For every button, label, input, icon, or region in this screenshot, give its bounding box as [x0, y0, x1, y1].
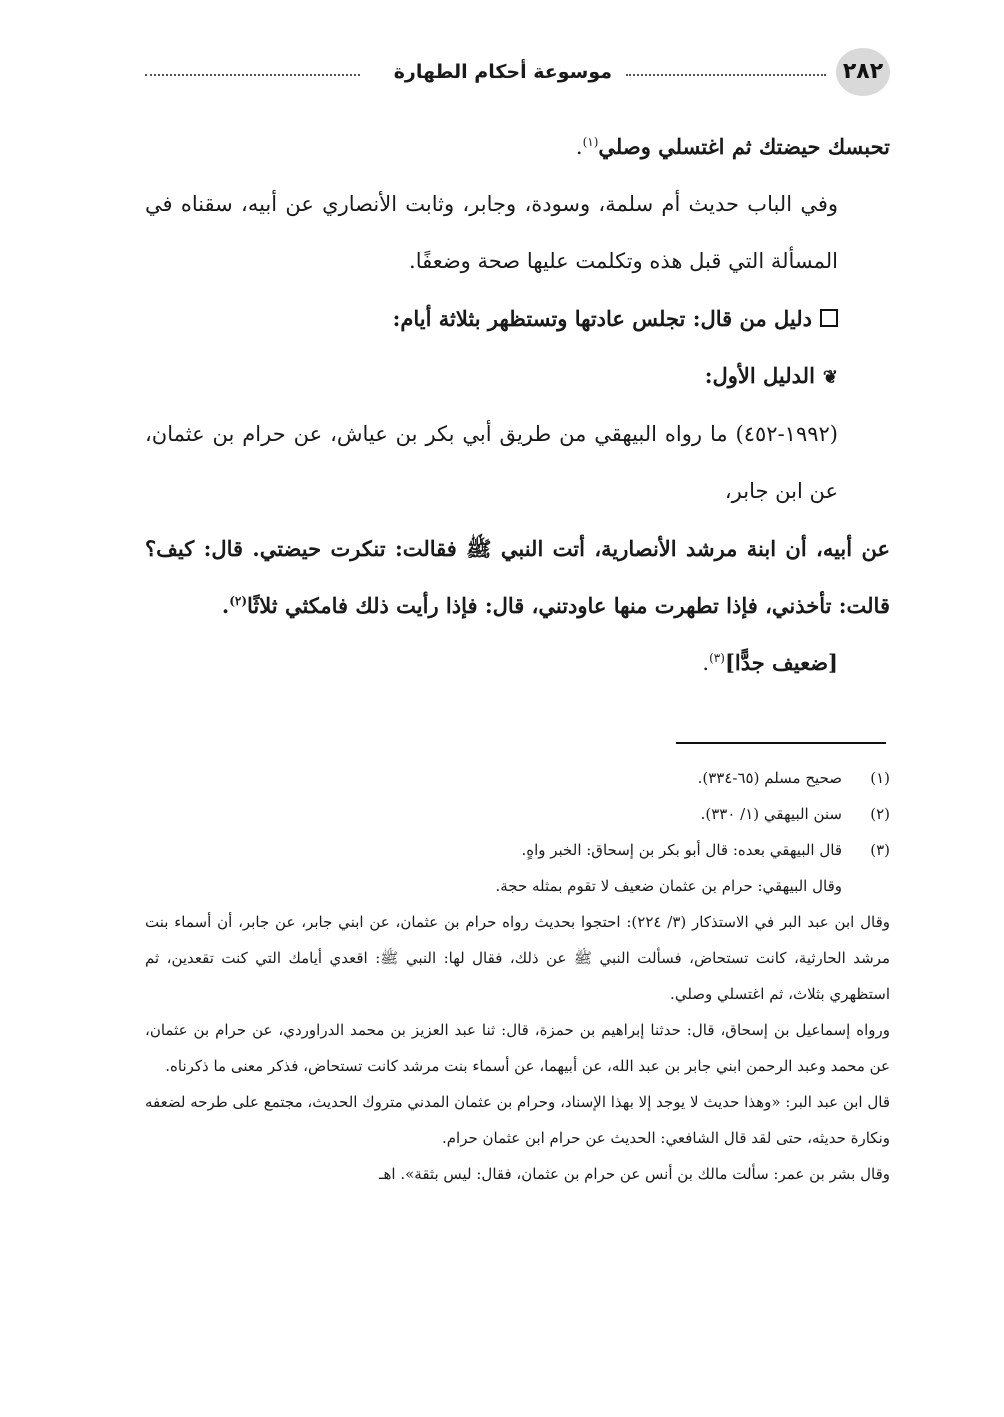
footnote-ref-1: (١)	[582, 135, 599, 149]
subsection-heading	[145, 347, 890, 406]
footnote-1	[145, 760, 890, 796]
leaf-ornament-icon: ❦	[822, 367, 838, 388]
footnote-number: (٣)	[870, 841, 890, 859]
main-text	[145, 118, 890, 692]
footnote-3-line-4: ورواه إسماعيل بن إسحاق، قال: حدثنا إبراهيم بن حمزة، قال: ثنا عبد العزيز بن محمد الدراوردي، عن حرام بن عثمان، عن محمد وعبد الرحمن ابني جابر بن عبد الله، عن أبيهما، عن أسماء بنت مرشد كانت تستحاض، فذكر معنى ما ذكرناه.	[145, 1021, 890, 1075]
checkbox-square-icon	[820, 309, 838, 327]
footnote-3-line-5: قال ابن عبد البر: «وهذا حديث لا يوجد إلا بهذا الإسناد، وحرام بن عثمان المدني متروك الحديث، مجتمع على طرحه لضعفه ونكارة حديثه، حتى لقد قال الشافعي: الحديث عن حرام ابن عثمان حرام.	[145, 1093, 890, 1147]
footnote-3-line-2: وقال البيهقي: حرام بن عثمان ضعيف لا تقوم بمثله حجة.	[495, 877, 842, 895]
footnotes	[145, 760, 890, 1192]
page-number: ٢٨٢	[836, 48, 890, 96]
paragraph-5	[145, 634, 890, 692]
footnote-number: (١)	[870, 769, 890, 787]
period: .	[575, 135, 583, 159]
footnote-text: سنن البيهقي (١/ ٣٣٠).	[700, 805, 842, 823]
grading-text: [ضعيف جدًّا]	[724, 650, 838, 675]
footnote-separator	[676, 742, 886, 744]
page-header	[145, 48, 890, 98]
period: .	[702, 651, 710, 675]
period: .	[221, 593, 230, 618]
header-dotted-rule-right	[626, 74, 826, 76]
running-title: موسوعة أحكام الطهارة	[386, 58, 620, 86]
footnote-number: (٢)	[870, 805, 890, 823]
hadith-text: تحبسك حيضتك ثم اغتسلي وصلي	[598, 134, 890, 159]
footnote-3	[145, 832, 890, 868]
section-heading	[145, 290, 890, 347]
footnote-text: صحيح مسلم (٦٥-٣٣٤).	[697, 769, 842, 787]
footnote-3-line-6: وقال بشر بن عمر: سألت مالك بن أنس عن حرام بن عثمان، فقال: ليس بثقة». اهـ	[379, 1165, 890, 1183]
paragraph-3: (١٩٩٢-٤٥٢) ما رواه البيهقي من طريق أبي بكر بن عياش، عن حرام بن عثمان، عن ابن جابر،	[145, 422, 838, 503]
paragraph-1	[145, 118, 890, 176]
subsection-heading-text: الدليل الأول:	[704, 363, 815, 388]
footnote-2	[145, 796, 890, 832]
section-heading-text: دليل من قال: تجلس عادتها وتستظهر بثلاثة أيام:	[392, 306, 812, 331]
footnote-ref-3: (٣)	[709, 651, 725, 665]
footnote-text: قال البيهقي بعده: قال أبو بكر بن إسحاق: الخبر واهٍ.	[521, 841, 842, 859]
footnote-3-line-3: وقال ابن عبد البر في الاستذكار (٣/ ٢٢٤): احتجوا بحديث رواه حرام بن عثمان، عن ابني جابر، عن جابر، أن أسماء بنت مرشد الحارثية، كانت تستحاض، فسألت النبي ﷺ عن ذلك، فقال لها: النبي ﷺ: اقعدي أيامك التي كنت تقعدين، ثم استظهري بثلاث، ثم اغتسلي وصلي.	[145, 913, 890, 1003]
footnote-ref-2: (٢)	[229, 594, 248, 608]
paragraph-4	[145, 520, 890, 634]
hadith-text-2: عن أبيه، أن ابنة مرشد الأنصارية، أتت النبي ﷺ فقالت: تنكرت حيضتي. قال: كيف؟ قالت: تأخذني، فإذا تطهرت منها عاودتني، قال: فإذا رأيت ذلك فامكثي ثلاثًا	[145, 536, 890, 618]
header-dotted-rule-left	[145, 74, 360, 76]
paragraph-2: وفي الباب حديث أم سلمة، وسودة، وجابر، وثابت الأنصاري عن أبيه، سقناه في المسألة التي قبل هذه وتكلمت عليها صحة وضعفًا.	[145, 192, 838, 273]
